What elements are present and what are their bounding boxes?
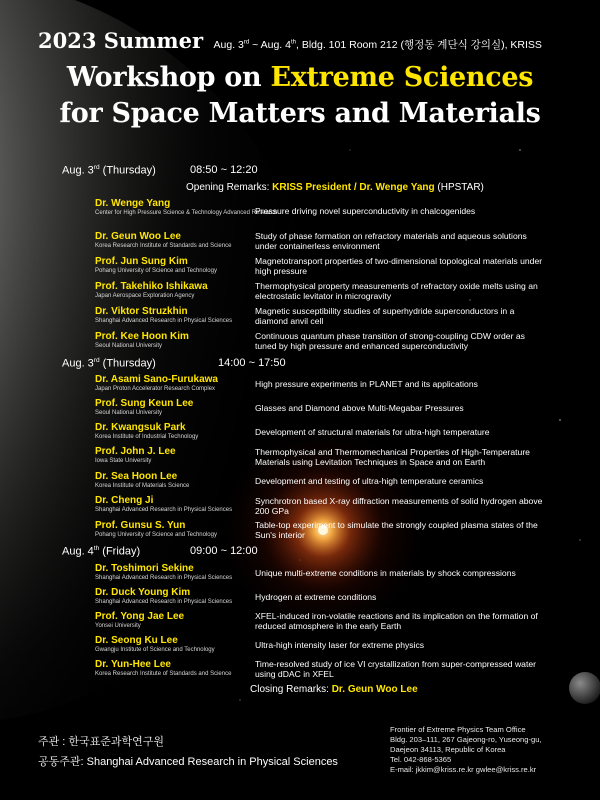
talk-item bbox=[95, 231, 545, 257]
speaker-affiliation: Shanghai Advanced Research in Physical Sciences bbox=[95, 507, 233, 513]
event-dates-venue: Aug. 3rd ~ Aug. 4th, Bldg. 101 Room 212 (행정동 계단식 강의실), KRISS bbox=[213, 39, 542, 51]
closing-remarks: Closing Remarks: Dr. Geun Woo Lee bbox=[250, 684, 418, 695]
talk-item bbox=[95, 422, 545, 448]
contact-block bbox=[390, 725, 542, 775]
session-1-time: 08:50 ~ 12:20 bbox=[190, 164, 258, 176]
talk-item bbox=[95, 495, 545, 521]
talk-topic: Development of structural materials for ultra-high temperature bbox=[255, 427, 490, 437]
talk-topic: Continuous quantum phase transition of strong-coupling CDW order as tuned by high pressure and enhanced superconductivity bbox=[255, 331, 525, 351]
speaker-name: Prof. Jun Sung Kim bbox=[95, 256, 188, 267]
speaker-affiliation: Gwangju Institute of Science and Technology bbox=[95, 647, 215, 653]
session-2-day: Aug. 3rd (Thursday) bbox=[62, 357, 156, 370]
talk-item bbox=[95, 635, 545, 661]
talk-item bbox=[95, 256, 545, 282]
speaker-name: Prof. Gunsu S. Yun bbox=[95, 520, 186, 531]
event-year: 2023 Summer bbox=[38, 28, 204, 53]
speaker-name: Dr. Viktor Struzkhin bbox=[95, 306, 188, 317]
talk-topic: Study of phase formation on refractory materials and aqueous solutions under containerless environment bbox=[255, 231, 527, 251]
contact-email: E-mail: jkkim@kriss.re.kr gwlee@kriss.re.kr bbox=[390, 765, 537, 774]
speaker-name: Prof. Kee Hoon Kim bbox=[95, 331, 189, 342]
talk-topic: High pressure experiments in PLANET and its applications bbox=[255, 379, 478, 389]
speaker-affiliation: Iowa State University bbox=[95, 458, 152, 464]
talk-topic: Hydrogen at extreme conditions bbox=[255, 592, 377, 602]
talk-item bbox=[95, 563, 545, 589]
talk-item bbox=[95, 520, 545, 546]
speaker-affiliation: Seoul National University bbox=[95, 410, 163, 416]
speaker-name: Dr. Duck Young Kim bbox=[95, 587, 191, 598]
talk-topic: Thermophysical property measurements of refractory oxide melts using an electrostatic levitator in microgravity bbox=[255, 281, 538, 301]
speaker-name: Dr. Seong Ku Lee bbox=[95, 635, 178, 646]
speaker-name: Prof. John J. Lee bbox=[95, 446, 176, 457]
talk-item bbox=[95, 281, 545, 307]
talk-topic: Unique multi-extreme conditions in materials by shock compressions bbox=[255, 568, 516, 578]
speaker-affiliation: Korea Institute of Materials Science bbox=[95, 483, 190, 489]
talk-topic: Development and testing of ultra-high temperature ceramics bbox=[255, 476, 484, 486]
talk-topic: Ultra-high intensity laser for extreme physics bbox=[255, 640, 425, 650]
speaker-affiliation: Korea Research Institute of Standards and Science bbox=[95, 243, 232, 249]
speaker-affiliation: Pohang University of Science and Technology bbox=[95, 532, 217, 538]
talk-topic: Magnetotransport properties of two-dimensional topological materials under high pressure bbox=[255, 256, 543, 276]
opening-remarks: Opening Remarks: KRISS President / Dr. Wenge Yang (HPSTAR) bbox=[186, 182, 484, 193]
talk-item bbox=[95, 198, 545, 224]
talk-topic: XFEL-induced iron-volatile reactions and its implication on the formation of reduced atmosphere in the early Earth bbox=[255, 611, 538, 631]
talk-topic: Thermophysical and Thermomechanical Properties of High-Temperature Materials using Levitation Techniques in Space and on Earth bbox=[255, 447, 530, 467]
talk-topic: Time-resolved study of ice VI crystallization from super-compressed water using dDAC in XFEL bbox=[255, 659, 536, 679]
talk-item bbox=[95, 331, 545, 357]
talk-item bbox=[95, 611, 545, 637]
talk-topic: Synchrotron based X-ray diffraction measurements of solid hydrogen above 200 GPa bbox=[255, 496, 543, 516]
talk-item bbox=[95, 398, 545, 424]
session-3-day: Aug. 4th (Friday) bbox=[62, 545, 141, 558]
speaker-name: Dr. Wenge Yang bbox=[95, 198, 171, 209]
cohost-organizer: 공동주관: Shanghai Advanced Research in Physical Sciences bbox=[38, 756, 338, 768]
speaker-name: Dr. Cheng Ji bbox=[95, 495, 154, 506]
contact-office: Frontier of Extreme Physics Team Office bbox=[390, 725, 526, 734]
speaker-affiliation: Japan Proton Accelerator Research Complex bbox=[95, 386, 216, 392]
talk-topic: Table-top experiment to simulate the strongly coupled plasma states of the Sun's interior bbox=[255, 520, 538, 540]
session-2-time: 14:00 ~ 17:50 bbox=[218, 357, 286, 369]
speaker-name: Dr. Yun-Hee Lee bbox=[95, 659, 171, 670]
speaker-affiliation: Shanghai Advanced Research in Physical Sciences bbox=[95, 599, 233, 605]
speaker-name: Prof. Takehiko Ishikawa bbox=[95, 281, 208, 292]
speaker-affiliation: Center for High Pressure Science & Technology Advanced Research bbox=[95, 210, 278, 216]
speaker-affiliation: Japan Aerospace Exploration Agency bbox=[95, 293, 195, 299]
speaker-name: Dr. Kwangsuk Park bbox=[95, 422, 186, 433]
speaker-name: Prof. Yong Jae Lee bbox=[95, 611, 185, 622]
talk-topic: Magnetic susceptibility studies of superhydride superconductors in a diamond anvil cell bbox=[255, 306, 515, 326]
speaker-name: Dr. Asami Sano-Furukawa bbox=[95, 374, 218, 385]
speaker-name: Dr. Sea Hoon Lee bbox=[95, 471, 178, 482]
speaker-affiliation: Pohang University of Science and Technology bbox=[95, 268, 217, 274]
contact-address-1: Bldg. 203–111, 267 Gajeong-ro, Yuseong-gu, bbox=[390, 735, 542, 744]
talk-item bbox=[95, 446, 545, 472]
contact-address-2: Daejeon 34113, Republic of Korea bbox=[390, 745, 506, 754]
talk-item bbox=[95, 374, 545, 400]
speaker-name: Prof. Sung Keun Lee bbox=[95, 398, 194, 409]
speaker-name: Dr. Geun Woo Lee bbox=[95, 231, 181, 242]
talk-item bbox=[95, 587, 545, 613]
contact-phone: Tel. 042-868-5365 bbox=[390, 755, 452, 764]
talk-topic: Pressure driving novel superconductivity in chalcogenides bbox=[255, 206, 476, 216]
talk-item bbox=[95, 471, 545, 497]
title-line-1: Workshop on Extreme Sciences bbox=[66, 62, 534, 93]
title-line-2: for Space Matters and Materials bbox=[59, 98, 541, 129]
speaker-affiliation: Seoul National University bbox=[95, 343, 163, 349]
speaker-affiliation: Yonsei University bbox=[95, 623, 141, 629]
speaker-affiliation: Korea Institute of Industrial Technology bbox=[95, 434, 199, 440]
event-info-line bbox=[38, 28, 542, 53]
talk-topic: Glasses and Diamond above Multi-Megabar Pressures bbox=[255, 403, 464, 413]
session-1-day: Aug. 3rd (Thursday) bbox=[62, 164, 156, 177]
host-organizer: 주관 : 한국표준과학연구원 bbox=[38, 736, 165, 748]
speaker-affiliation: Korea Research Institute of Standards and Science bbox=[95, 671, 232, 677]
speaker-affiliation: Shanghai Advanced Research in Physical Sciences bbox=[95, 318, 233, 324]
talk-item bbox=[95, 659, 545, 685]
session-3-time: 09:00 ~ 12:00 bbox=[190, 545, 258, 557]
speaker-affiliation: Shanghai Advanced Research in Physical Sciences bbox=[95, 575, 233, 581]
speaker-name: Dr. Toshimori Sekine bbox=[95, 563, 194, 574]
talk-item bbox=[95, 306, 545, 332]
